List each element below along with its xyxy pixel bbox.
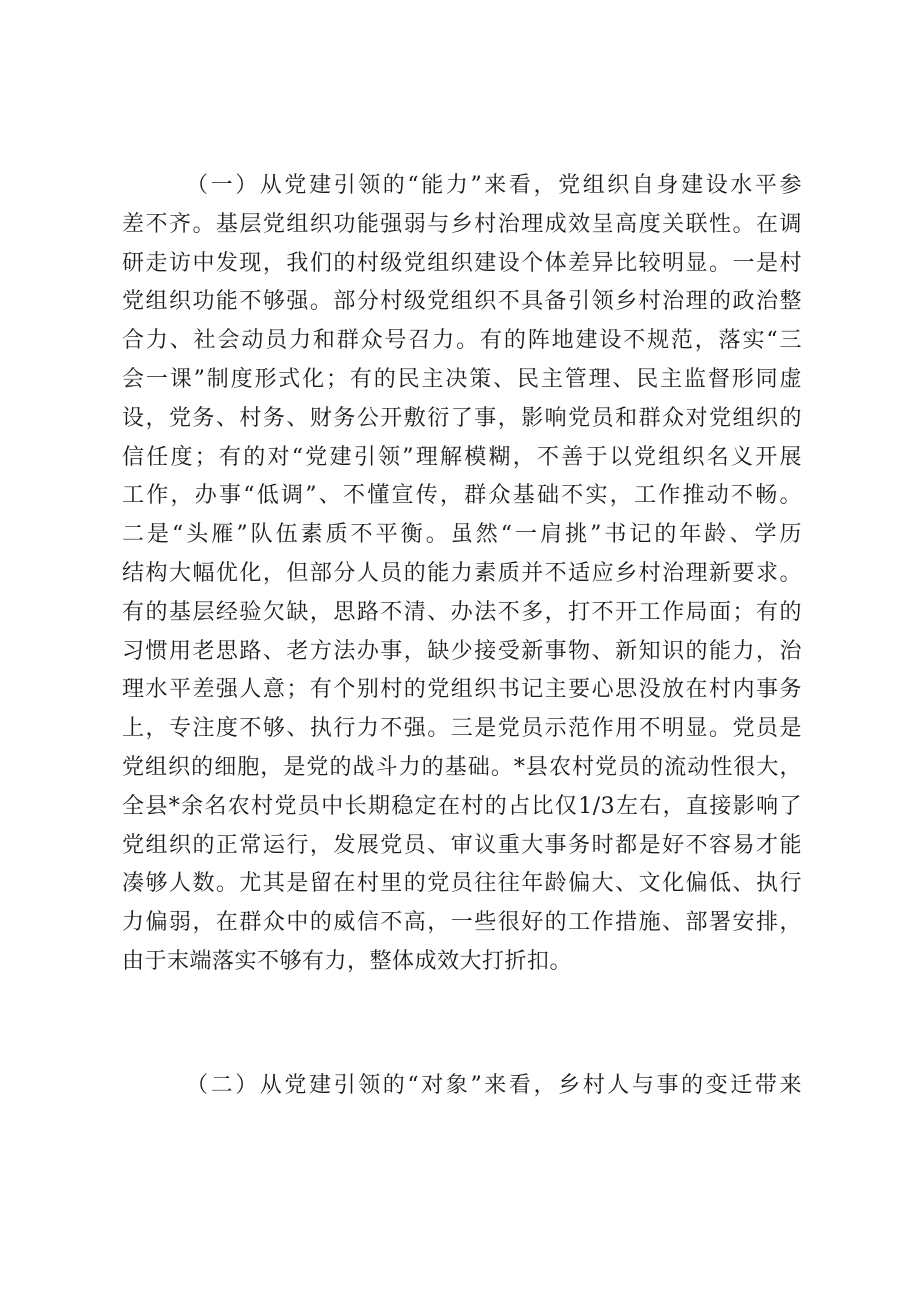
- paragraph-line: 全县*余名农村党员中长期稳定在村的占比仅1/3左右，直接影响了: [122, 793, 802, 819]
- paragraph-line: 凑够人数。尤其是留在村里的党员往往年龄偏大、文化偏低、执行: [122, 871, 802, 897]
- paragraph-line: 信任度；有的对“党建引领”理解模糊，不善于以党组织名义开展: [122, 444, 802, 470]
- paragraph-line: 党组织功能不够强。部分村级党组织不具备引领乡村治理的政治整: [122, 289, 802, 315]
- paragraph-line: 工作，办事“低调”、不懂宣传，群众基础不实，工作推动不畅。: [122, 483, 802, 509]
- paragraph-line: 力偏弱，在群众中的威信不高，一些很好的工作措施、部署安排，: [122, 910, 802, 936]
- paragraph-line: 有的基层经验欠缺，思路不清、办法不多，打不开工作局面；有的: [122, 599, 802, 625]
- paragraph-line: 习惯用老思路、老方法办事，缺少接受新事物、新知识的能力，治: [122, 638, 802, 664]
- paragraph-line: 理水平差强人意；有个别村的党组织书记主要心思没放在村内事务: [122, 677, 802, 703]
- paragraph-line: 二是“头雁”队伍素质不平衡。虽然“一肩挑”书记的年龄、学历: [122, 522, 802, 548]
- paragraph-2: [122, 1067, 802, 1106]
- paragraph-line: 差不齐。基层党组织功能强弱与乡村治理成效呈高度关联性。在调: [122, 211, 802, 237]
- paragraph-line: 党组织的正常运行，发展党员、审议重大事务时都是好不容易才能: [122, 832, 802, 858]
- paragraph-line: 由于末端落实不够有力，整体成效大打折扣。: [122, 948, 573, 974]
- paragraph-line: （一）从党建引领的“能力”来看，党组织自身建设水平参: [186, 173, 802, 198]
- paragraph-line: 设，党务、村务、财务公开敷衍了事，影响党员和群众对党组织的: [122, 405, 802, 431]
- paragraph-line: 上，专注度不够、执行力不强。三是党员示范作用不明显。党员是: [122, 716, 802, 742]
- paragraph-line: 合力、社会动员力和群众号召力。有的阵地建设不规范，落实“三: [122, 328, 802, 354]
- paragraph-line: 党组织的细胞，是党的战斗力的基础。*县农村党员的流动性很大，: [122, 754, 802, 780]
- paragraph-1: [122, 167, 802, 982]
- paragraph-line: 结构大幅优化，但部分人员的能力素质并不适应乡村治理新要求。: [122, 560, 802, 586]
- paragraph-line: 研走访中发现，我们的村级党组织建设个体差异比较明显。一是村: [122, 250, 802, 276]
- paragraph-line: （二）从党建引领的“对象”来看，乡村人与事的变迁带来: [186, 1073, 802, 1098]
- paragraph-line: 会一课”制度形式化；有的民主决策、民主管理、民主监督形同虚: [122, 366, 802, 392]
